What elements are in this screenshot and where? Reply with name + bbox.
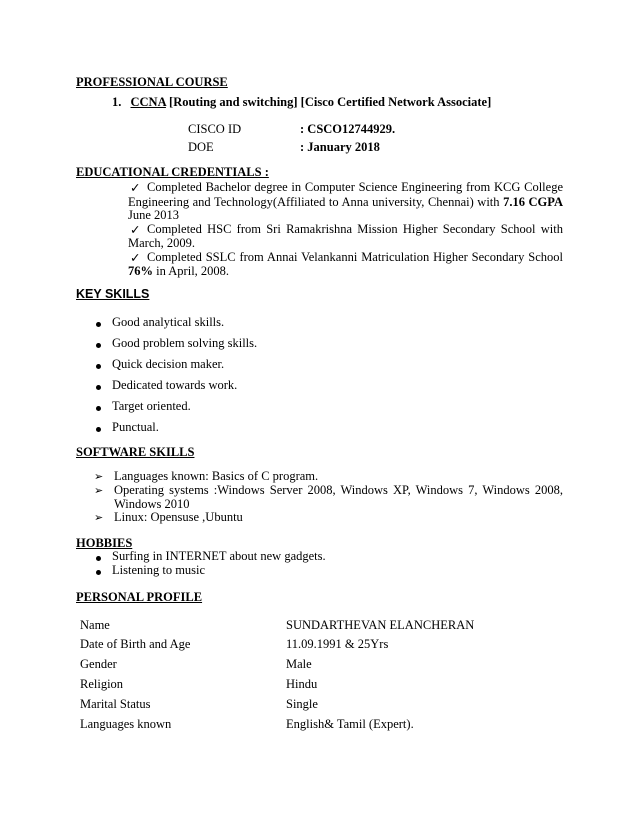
check-icon: ✓: [130, 181, 141, 195]
education-item-1-text: Engineering and Technology(Affiliated to Anna university, Chennai) with: [128, 195, 504, 209]
bullet-icon: [96, 364, 101, 369]
profile-value-marital-status: Single: [286, 697, 318, 711]
profile-value-gender: Male: [286, 657, 312, 671]
arrow-bullet-icon: ➢: [94, 471, 104, 483]
ccna-link: CCNA: [130, 95, 166, 109]
software-item-languages: Languages known: Basics of C program.: [114, 469, 319, 483]
hobby-item: Surfing in INTERNET about new gadgets.: [112, 549, 326, 563]
software-item-os-line-1: Operating systems :Windows Server 2008, Windows XP, Windows 7, Windows 2008,: [114, 483, 563, 497]
education-item-1-line-1: Completed Bachelor degree in Computer Science Engineering from KCG College: [147, 180, 563, 194]
profile-value-religion: Hindu: [286, 677, 318, 691]
education-heading: EDUCATIONAL CREDENTIALS :: [76, 165, 269, 179]
check-icon: ✓: [130, 251, 141, 265]
profile-label-name: Name: [80, 618, 110, 632]
bullet-icon: [96, 556, 101, 561]
course-line: [112, 95, 491, 110]
personal-profile-heading: PERSONAL PROFILE: [76, 590, 203, 604]
key-skill-item: Good problem solving skills.: [112, 336, 258, 350]
bullet-icon: [96, 427, 101, 432]
key-skill-item: Dedicated towards work.: [112, 378, 238, 392]
bullet-icon: [96, 385, 101, 390]
doe-label: DOE: [188, 140, 214, 154]
key-skill-item: Good analytical skills.: [112, 315, 225, 329]
key-skill-item: Quick decision maker.: [112, 357, 225, 371]
bullet-icon: [96, 322, 101, 327]
key-skill-item: Target oriented.: [112, 399, 191, 413]
profile-label-religion: Religion: [80, 677, 124, 691]
bullet-icon: [96, 343, 101, 348]
professional-course-heading: PROFESSIONAL COURSE: [76, 75, 228, 89]
sslc-percent: 76%: [128, 264, 153, 278]
profile-label-languages: Languages known: [80, 717, 172, 731]
check-icon: ✓: [130, 223, 141, 237]
cgpa-value: 7.16 CGPA: [503, 195, 563, 209]
education-item-1-line-2: [128, 195, 563, 210]
profile-label-gender: Gender: [80, 657, 117, 671]
education-item-3-line-2: [128, 264, 229, 279]
doe-value: : January 2018: [300, 140, 380, 154]
software-item-linux: Linux: Opensuse ,Ubuntu: [114, 510, 243, 524]
bullet-icon: [96, 570, 101, 575]
hobby-item: Listening to music: [112, 563, 206, 577]
profile-value-languages: English& Tamil (Expert).: [286, 717, 414, 731]
cisco-id-label: CISCO ID: [188, 122, 242, 136]
key-skills-heading: KEY SKILLS: [76, 287, 150, 301]
education-item-2-text: Completed HSC from Sri Ramakrishna Mission Higher Secondary School with: [147, 222, 563, 236]
profile-label-dob: Date of Birth and Age: [80, 637, 191, 651]
profile-value-name: SUNDARTHEVAN ELANCHERAN: [286, 618, 475, 632]
education-item-3-line-1: Completed SSLC from Annai Velankanni Matriculation Higher Secondary School: [147, 250, 563, 264]
education-item-2-line-2: March, 2009.: [128, 236, 195, 250]
education-item-2-line-1: [147, 222, 563, 237]
education-item-3-text-end: in April, 2008.: [153, 264, 230, 278]
education-item-1-line-3: June 2013: [128, 208, 180, 222]
software-item-os-line-2: Windows 2010: [114, 497, 190, 511]
profile-value-dob: 11.09.1991 & 25Yrs: [286, 637, 389, 651]
hobbies-heading: HOBBIES: [76, 536, 133, 550]
profile-label-marital-status: Marital Status: [80, 697, 151, 711]
arrow-bullet-icon: ➢: [94, 485, 104, 497]
cisco-id-value: : CSCO12744929.: [300, 122, 396, 136]
course-title: [Routing and switching] [Cisco Certified Network Associate]: [165, 95, 492, 109]
course-number: 1.: [112, 95, 122, 109]
bullet-icon: [96, 406, 101, 411]
arrow-bullet-icon: ➢: [94, 512, 104, 524]
software-skills-heading: SOFTWARE SKILLS: [76, 445, 195, 459]
key-skill-item: Punctual.: [112, 420, 159, 434]
